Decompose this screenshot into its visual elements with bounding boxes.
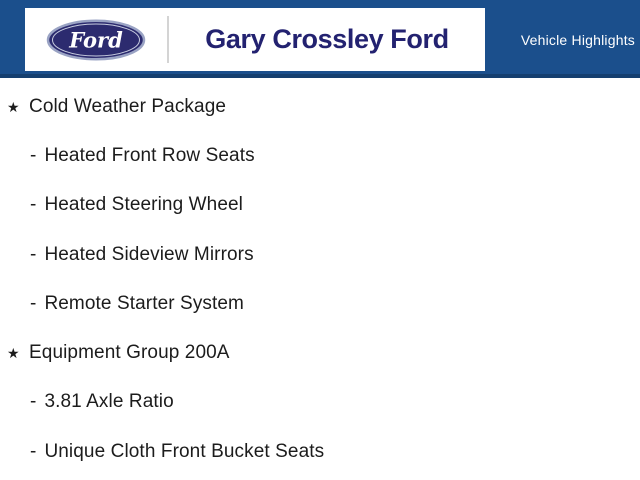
feature-label: Heated Front Row Seats [44,144,255,166]
dash-icon: - [30,144,37,166]
sub-feature-item [0,230,640,279]
feature-label: 3.81 Axle Ratio [44,391,174,413]
dash-icon: - [30,292,37,314]
star-icon: ★ [7,345,20,362]
feature-item [0,328,640,377]
sub-feature-item [0,279,640,328]
dealer-name: Gary Crossley Ford [205,24,449,54]
sub-feature-item [0,427,640,476]
feature-item [0,82,640,131]
sub-feature-item [0,131,640,180]
highlights-list [0,78,640,476]
ford-logo-text: Ford [69,27,123,52]
feature-label: Cold Weather Package [29,95,227,117]
feature-label: Heated Steering Wheel [44,194,243,216]
star-icon: ★ [7,98,20,115]
feature-label: Equipment Group 200A [29,342,230,364]
ford-logo-icon [46,19,146,61]
dash-icon: - [30,391,37,413]
dealer-logo-link[interactable] [25,8,485,71]
vehicle-highlights-tab[interactable]: Vehicle Highlights [520,32,635,48]
sub-feature-item [0,378,640,427]
feature-label: Unique Cloth Front Bucket Seats [44,440,325,462]
feature-label: Heated Sideview Mirrors [44,243,254,265]
dash-icon: - [30,440,37,462]
dash-icon: - [30,194,37,216]
header [0,0,640,78]
feature-label: Remote Starter System [44,292,244,314]
dash-icon: - [30,243,37,265]
sub-feature-item [0,181,640,230]
